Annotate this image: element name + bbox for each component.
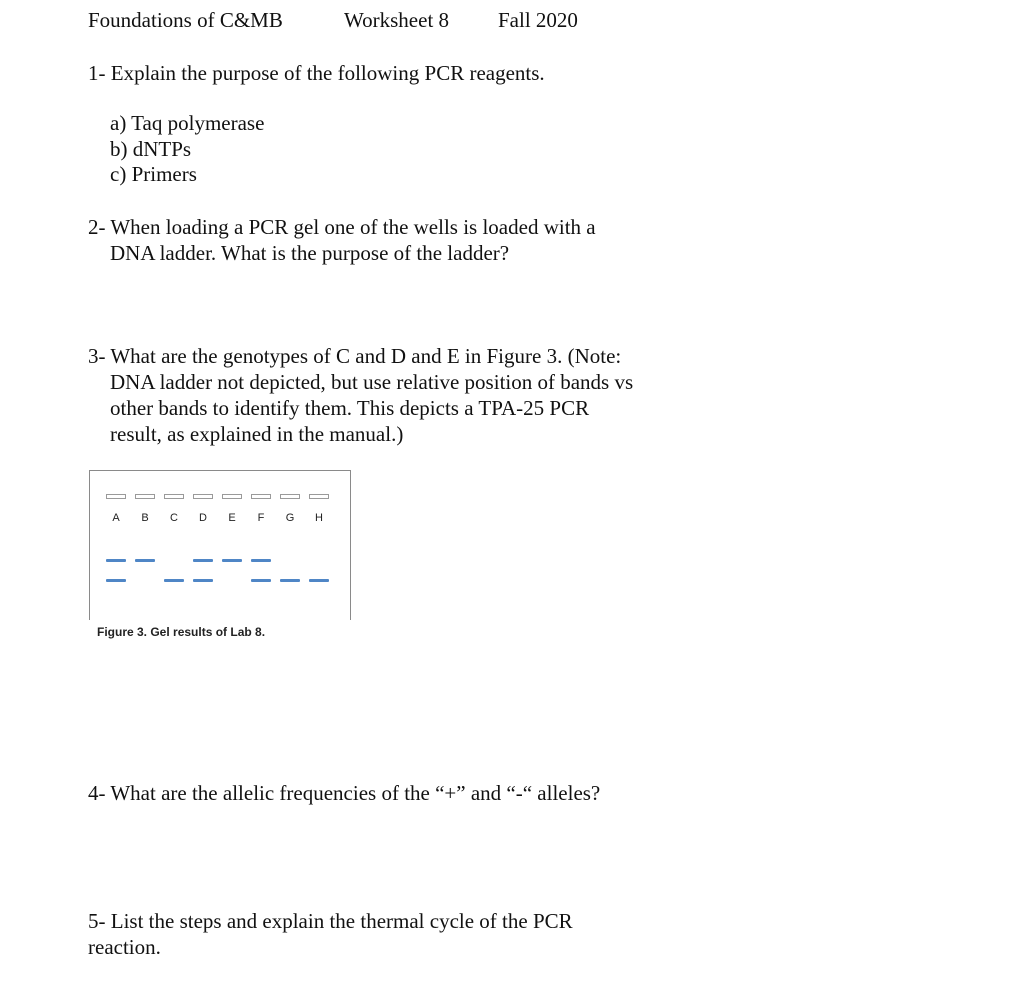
list-item: c) Primers [110, 162, 197, 186]
question-3-line: result, as explained in the manual.) [110, 422, 404, 446]
question-5-line: 5- List the steps and explain the thermal cycle of the PCR [88, 909, 573, 933]
gel-well-d [193, 494, 213, 499]
lane-label-d: D [199, 512, 207, 524]
question-3 [88, 343, 633, 447]
lane-label-c: C [170, 512, 178, 524]
question-3-line: other bands to identify them. This depicts a TPA-25 PCR [110, 396, 590, 420]
band-lower-f [251, 579, 271, 582]
gel-well-f [251, 494, 271, 499]
band-lower-g [280, 579, 300, 582]
band-upper-a [106, 559, 126, 562]
band-upper-d [193, 559, 213, 562]
lane-label-b: B [141, 512, 149, 524]
figure-caption: Figure 3. Gel results of Lab 8. [97, 625, 266, 639]
question-3-line: DNA ladder not depicted, but use relative position of bands vs [110, 370, 634, 394]
question-5-line: reaction. [88, 935, 161, 959]
question-2 [88, 214, 596, 266]
question-5 [88, 908, 573, 960]
gel-well-h [309, 494, 329, 499]
question-2-line: DNA ladder. What is the purpose of the ladder? [110, 241, 510, 265]
band-upper-f [251, 559, 271, 562]
list-item: a) Taq polymerase [110, 111, 265, 135]
question-1-text: 1- Explain the purpose of the following PCR reagents. [88, 61, 545, 85]
gel-figure [89, 470, 351, 620]
question-1 [88, 60, 545, 86]
lane-label-h: H [315, 512, 323, 524]
gel-well-c [164, 494, 184, 499]
gel-well-e [222, 494, 242, 499]
band-lower-a [106, 579, 126, 582]
lane-label-g: G [285, 512, 295, 524]
band-lower-h [309, 579, 329, 582]
band-upper-e [222, 559, 242, 562]
term-label: Fall 2020 [498, 8, 578, 32]
lane-label-f: F [257, 512, 265, 524]
lane-label-a: A [112, 512, 120, 524]
band-lower-d [193, 579, 213, 582]
question-4 [88, 780, 600, 806]
worksheet-number: Worksheet 8 [344, 8, 450, 32]
question-2-line: 2- When loading a PCR gel one of the wells is loaded with a [88, 215, 596, 239]
question-4-text: 4- What are the allelic frequencies of the “+” and “-“ alleles? [88, 781, 601, 805]
lane-label-e: E [228, 512, 236, 524]
band-upper-b [135, 559, 155, 562]
band-lower-c [164, 579, 184, 582]
list-item: b) dNTPs [110, 136, 192, 161]
question-1-items [110, 111, 264, 188]
gel-well-g [280, 494, 300, 499]
gel-well-b [135, 494, 155, 499]
course-title: Foundations of C&MB [88, 8, 283, 32]
question-3-line: 3- What are the genotypes of C and D and E in Figure 3. (Note: [88, 344, 622, 368]
gel-well-a [106, 494, 126, 499]
